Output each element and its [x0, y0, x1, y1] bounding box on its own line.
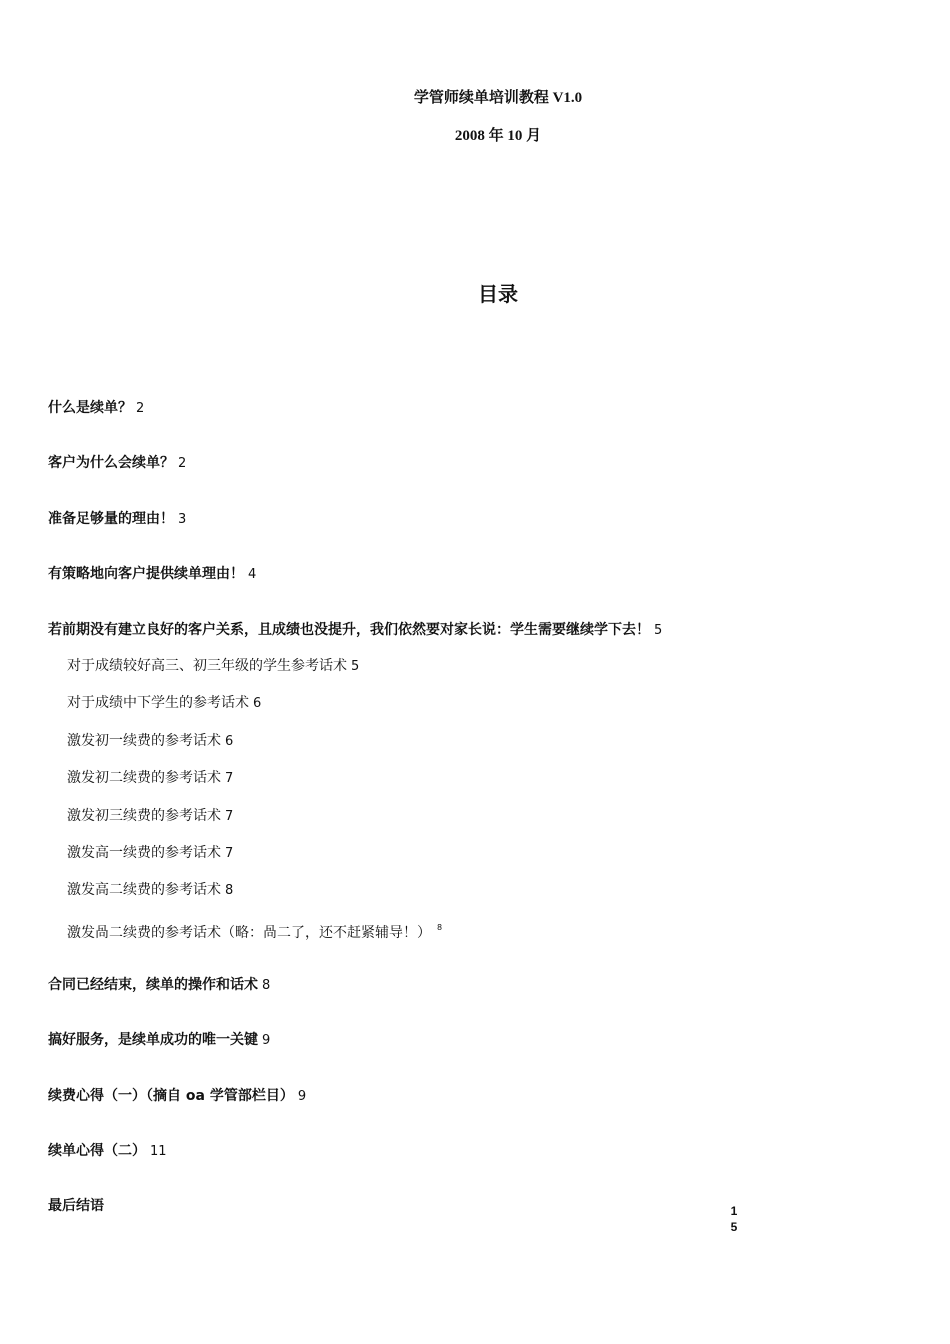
toc-entry[interactable] [48, 1030, 270, 1051]
toc-entry-text: 合同已经结束，续单的操作和话术 [48, 977, 258, 993]
toc-entry-page: 7 [225, 771, 234, 786]
toc-entry[interactable] [48, 620, 662, 641]
toc-entry-page: 5 [654, 623, 663, 638]
toc-entry-text: 激发高一续费的参考话术 [67, 845, 221, 861]
toc-entry-text: 搞好服务，是续单成功的唯一关键 [48, 1032, 258, 1048]
toc-entry-page: 3 [178, 512, 187, 527]
toc-entry[interactable] [48, 1086, 306, 1107]
toc-entry-page: 2 [178, 456, 187, 471]
toc-subentry[interactable] [67, 843, 233, 864]
toc-entry-page: 9 [262, 1033, 271, 1048]
document-title: 学管师续单培训教程 V1.0 [413, 90, 583, 106]
toc-entry-page: 4 [248, 567, 257, 582]
toc-entry-text: 激发初二续费的参考话术 [67, 770, 221, 786]
toc-entry[interactable] [48, 509, 186, 530]
toc-entry-page: 2 [136, 401, 145, 416]
page-number-line-2: 5 [730, 1220, 738, 1234]
toc-subentry[interactable] [67, 880, 233, 901]
toc-entry-page: 7 [225, 809, 234, 824]
toc-heading: 目录 [478, 282, 518, 306]
toc-entry-text: 什么是续单？ [48, 400, 132, 416]
toc-entry-page: 5 [351, 659, 360, 674]
toc-entry-text: 续单心得（二） [48, 1143, 146, 1159]
toc-subentry[interactable] [67, 768, 233, 789]
toc-entry[interactable] [48, 1196, 108, 1217]
page-number-line-1: 1 [730, 1204, 738, 1218]
toc-entry-page: 9 [297, 1089, 307, 1104]
toc-subentry[interactable] [67, 656, 359, 677]
toc-entry-text: 激发初三续费的参考话术 [67, 808, 221, 824]
toc-entry-page: 8 [437, 923, 443, 932]
toc-entry[interactable] [48, 398, 144, 419]
toc-entry-text: 对于成绩较好高三、初三年级的学生参考话术 [67, 658, 347, 674]
toc-entry[interactable] [48, 975, 270, 996]
toc-entry-text: 续费心得（一）（摘自 oa 学管部栏目） [48, 1088, 294, 1104]
toc-entry[interactable] [48, 564, 256, 585]
toc-entry[interactable] [48, 453, 186, 474]
toc-entry-text: 客户为什么会续单？ [48, 455, 174, 471]
toc-entry-page: 11 [150, 1144, 167, 1159]
document-date: 2008 年 10 月 [454, 128, 542, 144]
toc-subentry[interactable] [67, 731, 233, 752]
toc-entry-text: 激发高二续费的参考话术 [67, 882, 221, 898]
toc-entry-text: 激发咼二续费的参考话术（略：咼二了，还不赶紧辅导！） [67, 925, 431, 941]
toc-entry-text: 若前期没有建立良好的客户关系，且成绩也没提升，我们依然要对家长说：学生需要继续学下去！ [48, 622, 650, 638]
toc-subentry[interactable] [67, 806, 233, 827]
toc-entry-page: 7 [225, 846, 234, 861]
toc-entry-text: 准备足够量的理由！ [48, 511, 174, 527]
toc-entry-page: 6 [225, 734, 234, 749]
page-number [728, 1203, 740, 1235]
toc-entry-text: 对于成绩中下学生的参考话术 [67, 695, 249, 711]
toc-entry[interactable] [48, 1141, 167, 1162]
toc-entry-text: 激发初一续费的参考话术 [67, 733, 221, 749]
toc-subentry[interactable] [67, 918, 442, 943]
toc-entry-text: 最后结语 [48, 1198, 104, 1214]
toc-entry-page: 6 [253, 696, 262, 711]
toc-entry-page: 8 [225, 883, 234, 898]
toc-entry-text: 有策略地向客户提供续单理由！ [48, 566, 244, 582]
toc-subentry[interactable] [67, 693, 261, 714]
toc-entry-page: 8 [262, 978, 271, 993]
